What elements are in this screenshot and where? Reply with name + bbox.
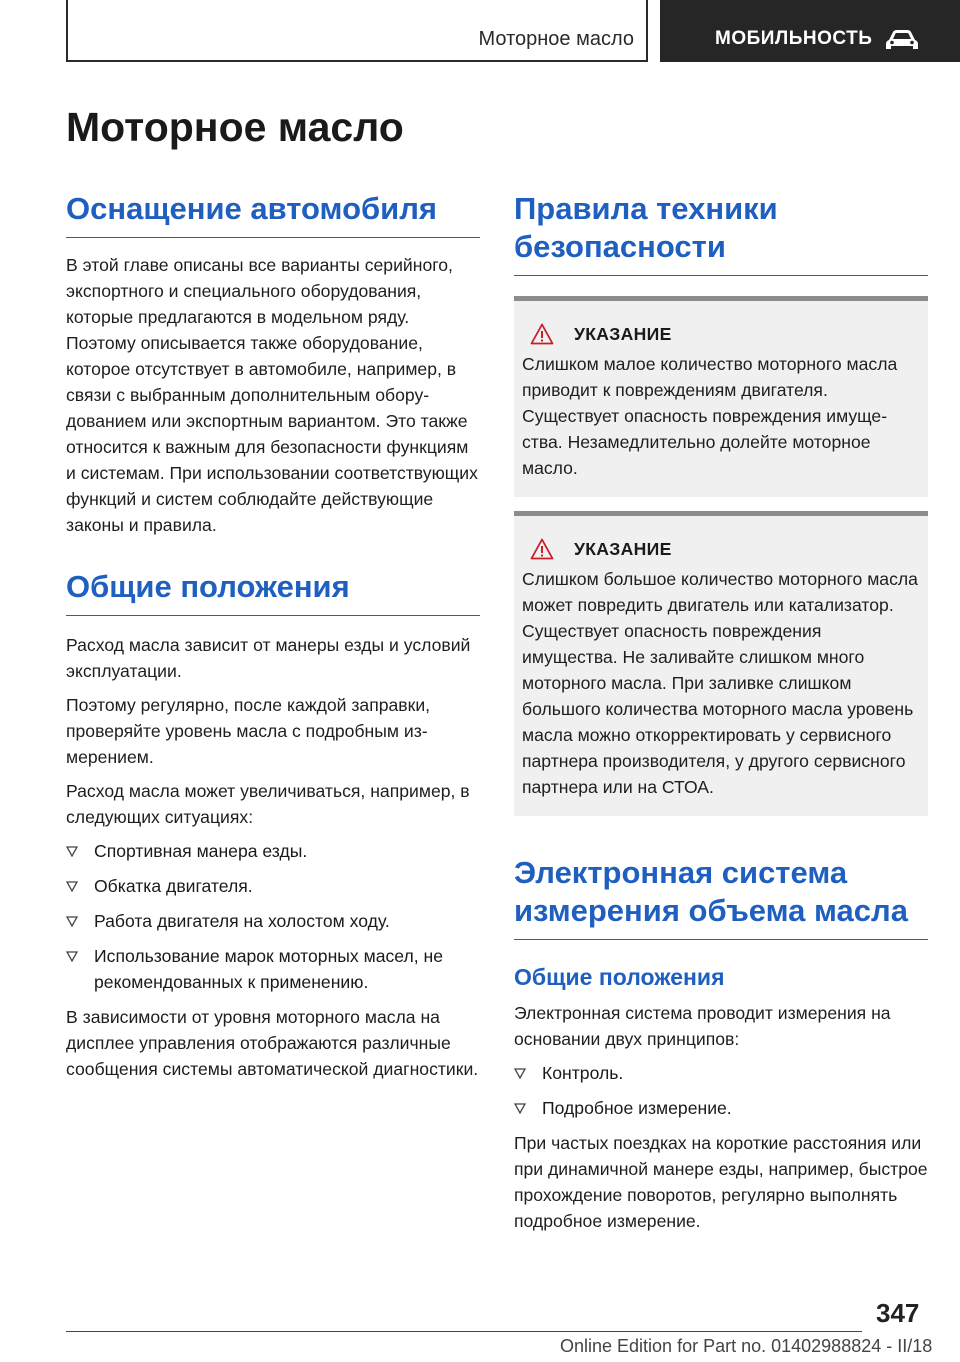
heading-rule [66,615,480,616]
car-icon [884,28,920,52]
general-paragraph-2: Поэтому регулярно, после каждой заправки, проверяйте уровень масла с подробным измерением. [66,695,431,767]
heading-rule [514,939,928,940]
list-item [66,943,480,995]
header-chapter-label: МОБИЛЬНОСТЬ [715,28,873,49]
electronic-subheading: Общие положения [514,964,725,990]
footer-rule [66,1331,862,1332]
general-heading: Общие положения [66,569,350,604]
warning-triangle-icon [530,538,554,560]
triangle-bullet-icon [66,951,78,962]
warning-triangle-icon [530,323,554,345]
right-column [514,190,928,1242]
page-number: 347 [876,1298,920,1328]
electronic-paragraph-1: Электронная система проводит измерения на основании двух принципов: [514,1003,891,1049]
general-paragraph-1: Расход масла зависит от манеры езды и условий эксплуатации. [66,635,471,681]
header-section-box [66,0,648,62]
warning-text: Слишком большое количество моторного масла может повредить двигатель или катализатор. Существует опасность повреждения имущества. Не заливайте слишком много моторного масла. При заливке слишком большого количества моторного масла уровень масла можно откорректировать у сервисного партнера производителя, у другого сервисного партнера или на СТОА. [522,569,918,797]
triangle-bullet-icon [514,1068,526,1079]
triangle-bullet-icon [66,846,78,857]
list-item [66,838,480,864]
heading-rule [514,275,928,276]
electronic-paragraph-2: При частых поездках на короткие расстояния или при динамичной манере езды, например, быстрое прохождение поворотов, регулярно выполнять подробное измерение. [514,1133,928,1231]
warning-box [514,511,928,816]
triangle-bullet-icon [66,916,78,927]
footer-edition: Online Edition for Part no. 01402988824 - II/18 [560,1336,933,1356]
warning-box [514,296,928,497]
list-item-text: Подробное измерение. [542,1098,732,1118]
list-item [514,1060,928,1086]
header-section-title: Моторное масло [478,28,634,50]
safety-heading: Правила техники безопасности [514,191,778,264]
list-item [66,908,480,934]
equipment-text: В этой главе описаны все варианты серийного, экспортного и специального оборудования, которые предлагаются в модельном ряду. Поэтому описывается также оборудование, которое отсутствует в автомобиле, например, в связи с выбранным дополнительным оборудованием или экспортным вариантом. Это также относится к важным для безопасности функциям и системам. При использовании соответствующих функций и систем соблюдайте действующие законы и правила. [66,255,478,535]
list-item [514,1095,928,1121]
list-item [66,873,480,899]
electronic-heading: Электронная система измерения объема масла [514,855,908,928]
header-chapter-box [660,0,960,62]
general-paragraph-4: В зависимости от уровня моторного масла на дисплее управления отображаются различные сообщения системы автоматической диагностики. [66,1007,479,1079]
list-item-text: Работа двигателя на холостом ходу. [94,911,390,931]
warning-title: УКАЗАНИЕ [574,538,672,559]
triangle-bullet-icon [66,881,78,892]
triangle-bullet-icon [514,1103,526,1114]
list-item-text: Использование марок моторных масел, не рекомендованных к применению. [94,946,444,992]
left-column [66,190,480,1090]
heading-rule [66,237,480,238]
page-title: Моторное масло [66,104,404,150]
list-item-text: Спортивная манера езды. [94,841,308,861]
warning-title: УКАЗАНИЕ [574,323,672,344]
equipment-heading: Оснащение автомобиля [66,191,437,226]
general-paragraph-3: Расход масла может увеличиваться, например, в следующих ситуациях: [66,781,470,827]
warning-text: Слишком малое количество моторного масла приводит к повреждениям двигателя. Существует опасность повреждения имущества. Незамедлительно долейте моторное масло. [522,354,898,478]
list-item-text: Обкатка двигателя. [94,876,253,896]
list-item-text: Контроль. [542,1063,624,1083]
